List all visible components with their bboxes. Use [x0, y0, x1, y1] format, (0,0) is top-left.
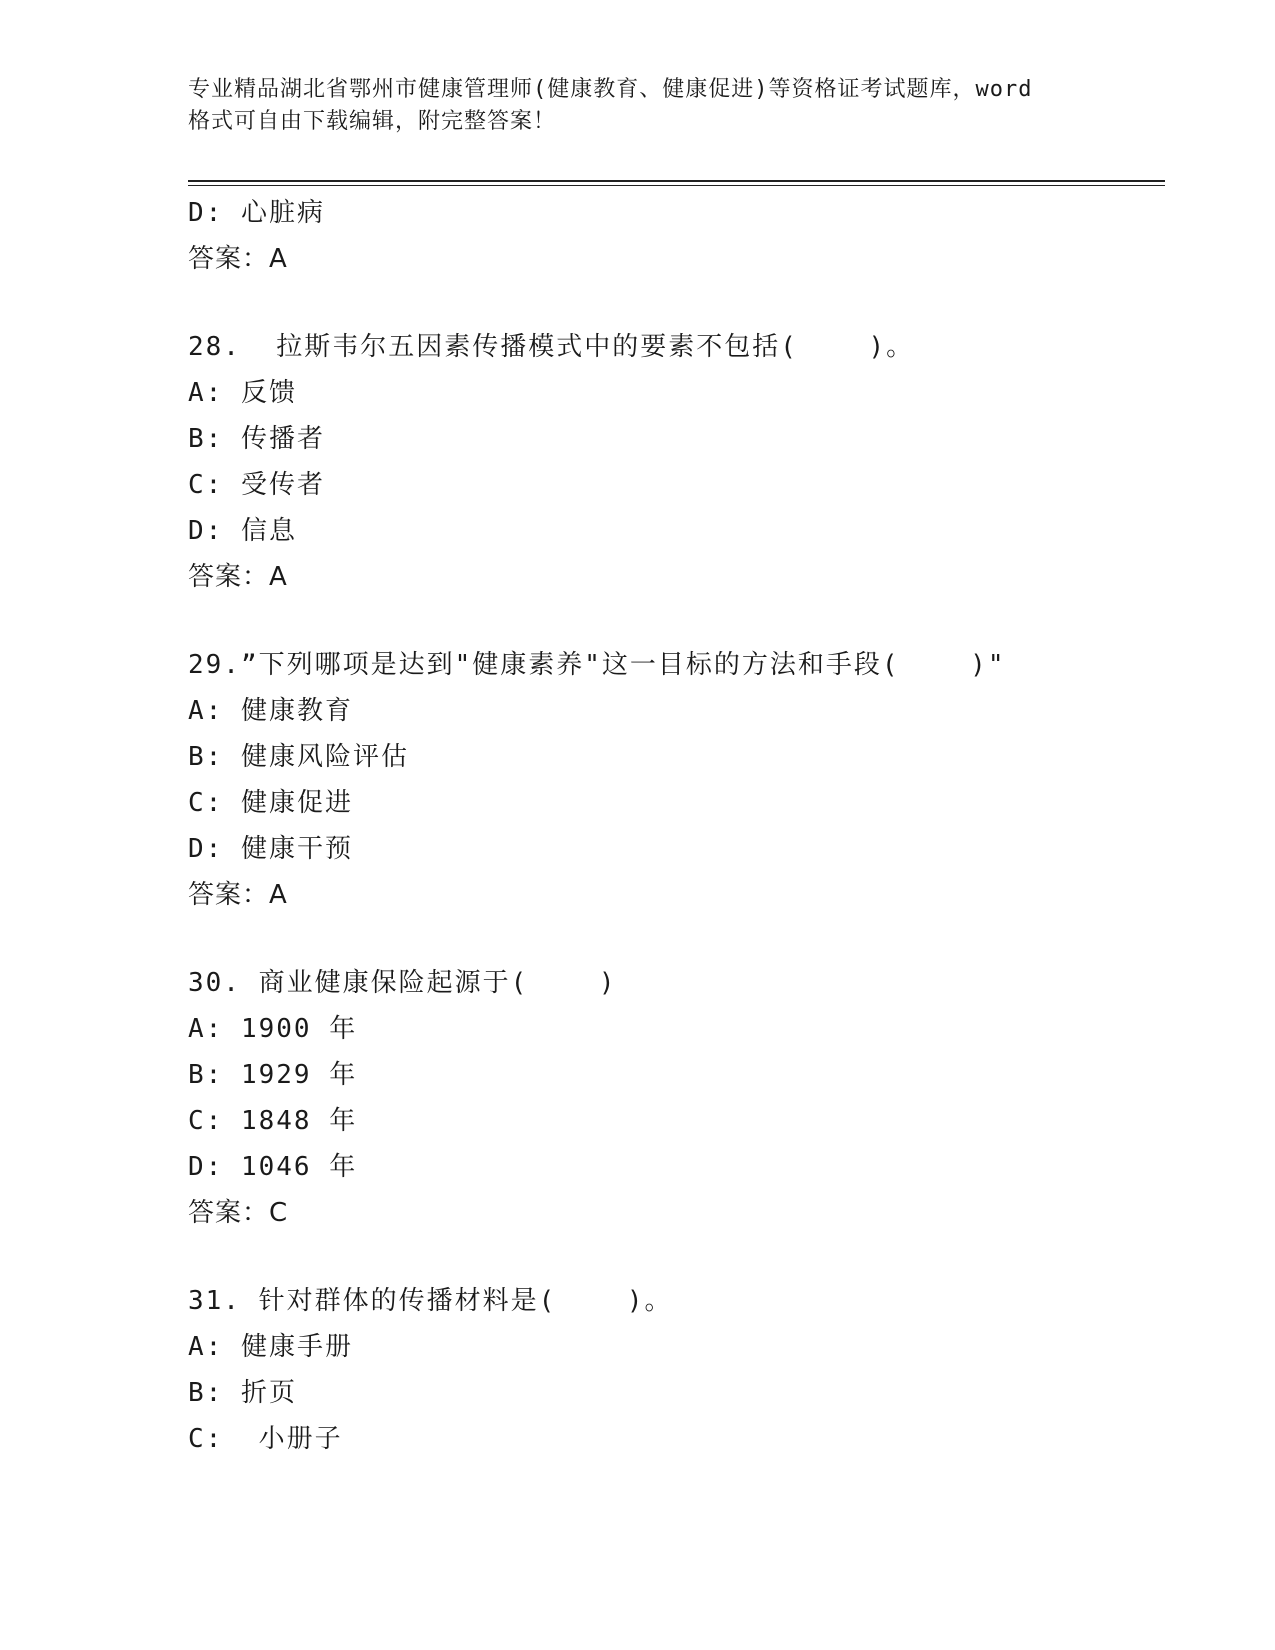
header-line-2: 格式可自由下载编辑，附完整答案！	[188, 109, 557, 134]
header-divider-thin	[188, 185, 1165, 186]
document-header	[188, 74, 1088, 138]
option-a: A: 1900 年	[188, 1014, 358, 1044]
option-d: D: 1046 年	[188, 1152, 358, 1182]
question-list	[188, 190, 1165, 1462]
option-b: B: 传播者	[188, 424, 325, 454]
option-d: D: 信息	[188, 516, 297, 546]
answer-line: 答案：A	[188, 244, 288, 274]
question-text: 30. 商业健康保险起源于( )	[188, 968, 617, 998]
option-c: C: 健康促进	[188, 788, 353, 818]
question-31	[188, 1278, 1165, 1462]
option-b: B: 健康风险评估	[188, 742, 409, 772]
option-c: C: 1848 年	[188, 1106, 358, 1136]
option-d: D: 心脏病	[188, 198, 325, 228]
question-29	[188, 642, 1165, 918]
answer-line: 答案：A	[188, 562, 288, 592]
question-text: 29.”下列哪项是达到"健康素养"这一目标的方法和手段( )"	[188, 650, 1006, 680]
answer-line: 答案：A	[188, 880, 288, 910]
question-30	[188, 960, 1165, 1236]
option-a: A: 反馈	[188, 378, 297, 408]
option-c: C: 受传者	[188, 470, 325, 500]
option-a: A: 健康教育	[188, 696, 353, 726]
option-b: B: 折页	[188, 1378, 297, 1408]
header-divider	[188, 180, 1165, 182]
answer-line: 答案：C	[188, 1198, 289, 1228]
option-d: D: 健康干预	[188, 834, 353, 864]
question-text: 28. 拉斯韦尔五因素传播模式中的要素不包括( )。	[188, 332, 915, 362]
option-a: A: 健康手册	[188, 1332, 353, 1362]
option-b: B: 1929 年	[188, 1060, 358, 1090]
header-line-1: 专业精品湖北省鄂州市健康管理师(健康教育、健康促进)等资格证考试题库，word	[188, 77, 1033, 102]
question-28	[188, 324, 1165, 600]
option-c: C: 小册子	[188, 1424, 343, 1454]
question-text: 31. 针对群体的传播材料是( )。	[188, 1286, 673, 1316]
